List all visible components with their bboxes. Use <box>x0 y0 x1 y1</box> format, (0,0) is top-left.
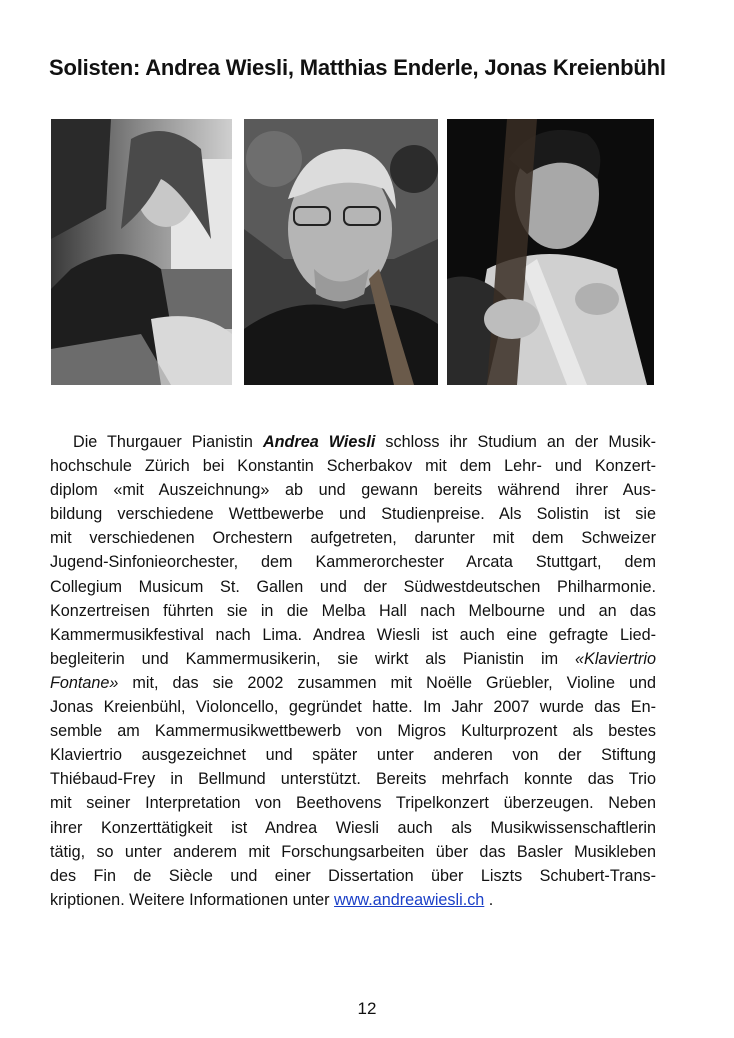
website-link[interactable]: www.andreawiesli.ch <box>334 890 485 909</box>
bio-line: bildung verschiedene Wettbewerbe und Studienpreise. Als Solistin ist sie <box>50 505 656 524</box>
bio-line: hochschule Zürich bei Konstantin Scherbakov mit dem Lehr- und Konzert- <box>50 457 656 476</box>
bio-line: mit seiner Interpretation von Beethovens Tripelkonzert überzeugen. Neben <box>50 794 656 813</box>
bio-line: kriptionen. Weitere Informationen unter www.andreawiesli.ch . <box>50 890 494 909</box>
bio-line: Jugend-Sinfonieorchester, dem Kammerorchester Arcata Stuttgart, dem <box>50 553 656 572</box>
bio-line: mit verschiedenen Orchestern aufgetreten, darunter mit dem Schweizer <box>50 529 656 548</box>
portrait-photo-cellist <box>447 119 654 385</box>
bio-line: Kammermusikfestival nach Lima. Andrea Wiesli ist auch eine gefragte Lied- <box>50 625 656 644</box>
bio-line: begleiterin und Kammermusikerin, sie wirkt als Pianistin im «Klaviertrio <box>50 649 656 668</box>
page-number: 12 <box>357 999 377 1018</box>
bio-line: tätig, so unter anderem mit Forschungsarbeiten über das Basler Musikleben <box>50 842 656 861</box>
bio-line: Thiébaud-Frey in Bellmund unterstützt. Bereits mehrfach konnte das Trio <box>50 770 656 789</box>
biography-text <box>50 430 656 912</box>
page-heading: Solisten: Andrea Wiesli, Matthias Enderle, Jonas Kreienbühl <box>49 55 666 80</box>
bio-line: des Fin de Siècle und einer Dissertation über Liszts Schubert-Trans- <box>50 866 656 885</box>
bio-line: Fontane» mit, das sie 2002 zusammen mit Noëlle Grüebler, Violine und <box>50 673 656 692</box>
bio-line: Collegium Musicum St. Gallen und der Südwestdeutschen Philharmonie. <box>50 577 656 596</box>
bio-line: diplom «mit Auszeichnung» ab und gewann bereits während ihrer Aus- <box>50 481 656 500</box>
bio-line: semble am Kammermusikwettbewerb von Migros Kulturprozent als bestes <box>50 722 656 741</box>
bio-line: ihrer Konzerttätigkeit ist Andrea Wiesli auch als Musikwissenschaftlerin <box>50 818 656 837</box>
portrait-photo-violinist <box>244 119 438 385</box>
bio-line: Jonas Kreienbühl, Violoncello, gegründet hatte. Im Jahr 2007 wurde das En- <box>50 698 656 717</box>
bio-line: Konzertreisen führten sie in die Melba Hall nach Melbourne und an das <box>50 601 656 620</box>
portrait-photo-pianist <box>51 119 232 385</box>
artist-name: Andrea Wiesli <box>262 433 376 451</box>
bio-line: Klaviertrio ausgezeichnet und später unter anderen von der Stiftung <box>50 746 656 765</box>
bio-line: Die Thurgauer Pianistin Andrea Wiesli schloss ihr Studium an der Musik- <box>73 433 656 451</box>
